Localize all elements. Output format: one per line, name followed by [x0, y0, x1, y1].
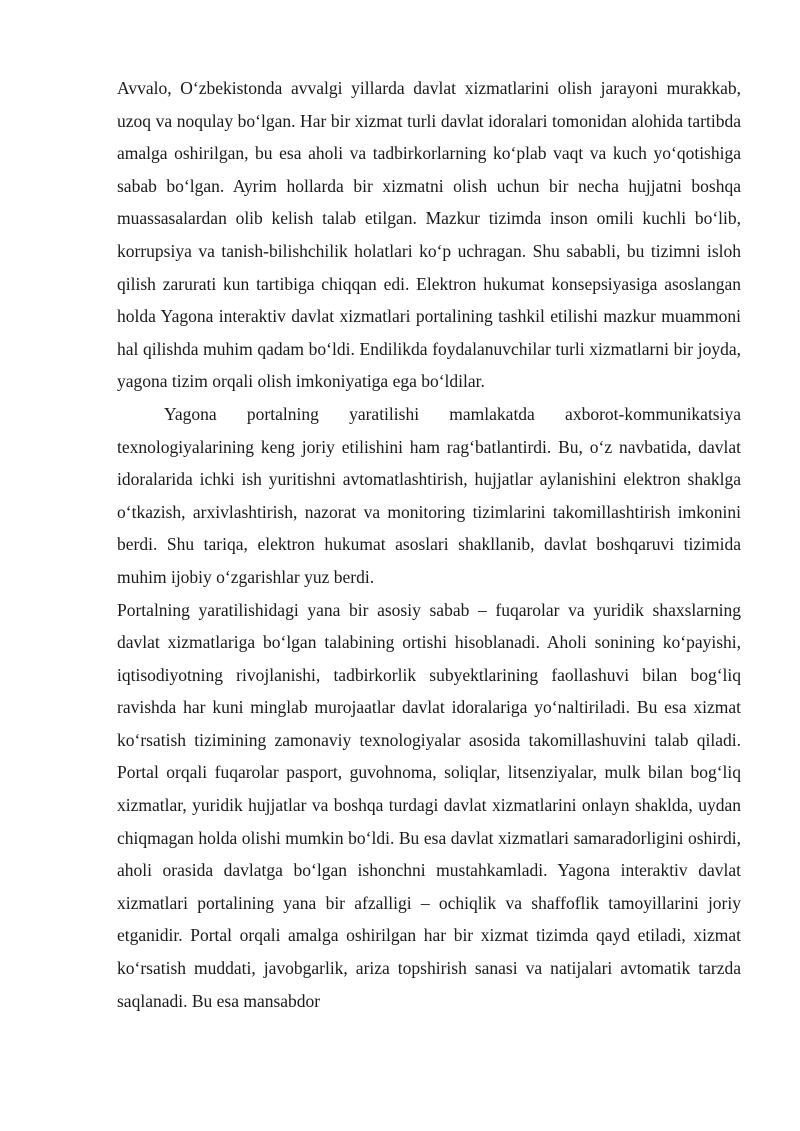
paragraph-1: Avvalo, O‘zbekistonda avvalgi yillarda davlat xizmatlarini olish jarayoni murakkab, uzoq va noqulay bo‘lgan. Har bir xizmat turli davlat idoralari tomonidan alohida tartibda amalga oshirilgan, bu esa aholi va tadbirkorlarning ko‘plab vaqt va kuch yo‘qotishiga sabab bo‘lgan. Ayrim hollarda bir xizmatni olish uchun bir necha hujjatni boshqa muassasalardan olib kelish talab etilgan. Mazkur tizimda inson omili kuchli bo‘lib, korrupsiya va tanish-bilishchilik holatlari ko‘p uchragan. Shu sababli, bu tizimni isloh qilish zarurati kun tartibiga chiqqan edi. Elektron hukumat konsepsiyasiga asoslangan holda Yagona interaktiv davlat xizmatlari portalining tashkil etilishi mazkur muammoni hal qilishda muhim qadam bo‘ldi. Endilikda foydalanuvchilar turli xizmatlarni bir joyda, yagona tizim orqali olish imkoniyatiga ega bo‘ldilar.: [117, 78, 741, 392]
paragraph-3: Portalning yaratilishidagi yana bir asosiy sabab – fuqarolar va yuridik shaxslarning davlat xizmatlariga bo‘lgan talabining ortishi hisoblanadi. Aholi sonining ko‘payishi, iqtisodiyotning rivojlanishi, tadbirkorlik subyektlarining faollashuvi bilan bog‘liq ravishda har kuni minglab murojaatlar davlat idoralariga yo‘naltiriladi. Bu esa xizmat ko‘rsatish tizimining zamonaviy texnologiyalar asosida takomillashuvini talab qiladi. Portal orqali fuqarolar pasport, guvohnoma, soliqlar, litsenziyalar, mulk bilan bog‘liq xizmatlar, yuridik hujjatlar va boshqa turdagi davlat xizmatlarini onlayn shaklda, uydan chiqmagan holda olishi mumkin bo‘ldi. Bu esa davlat xizmatlari samaradorligini oshirdi, aholi orasida davlatga bo‘lgan ishonchni mustahkamladi. Yagona interaktiv davlat xizmatlari portalining yana bir afzalligi – ochiqlik va shaffoflik tamoyillarini joriy etganidir. Portal orqali amalga oshirilgan har bir xizmat tizimda qayd etiladi, xizmat ko‘rsatish muddati, javobgarlik, ariza topshirish sanasi va natijalari avtomatik tarzda saqlanadi. Bu esa mansabdor: [117, 599, 741, 1011]
paragraph-2: Yagona portalning yaratilishi mamlakatda axborot-kommunikatsiya texnologiyalarining keng joriy etilishini ham rag‘batlantirdi. Bu, o‘z navbatida, davlat idoralarida ichki ish yuritishni avtomatlashtirish, hujjatlar aylanishini elektron shaklga o‘tkazish, arxivlashtirish, nazorat va monitoring tizimlarini takomillashtirish imkonini berdi. Shu tariqa, elektron hukumat asoslari shakllanib, davlat boshqaruvi tizimida muhim ijobiy o‘zgarishlar yuz berdi.: [117, 403, 741, 587]
document-page: [117, 72, 741, 1017]
